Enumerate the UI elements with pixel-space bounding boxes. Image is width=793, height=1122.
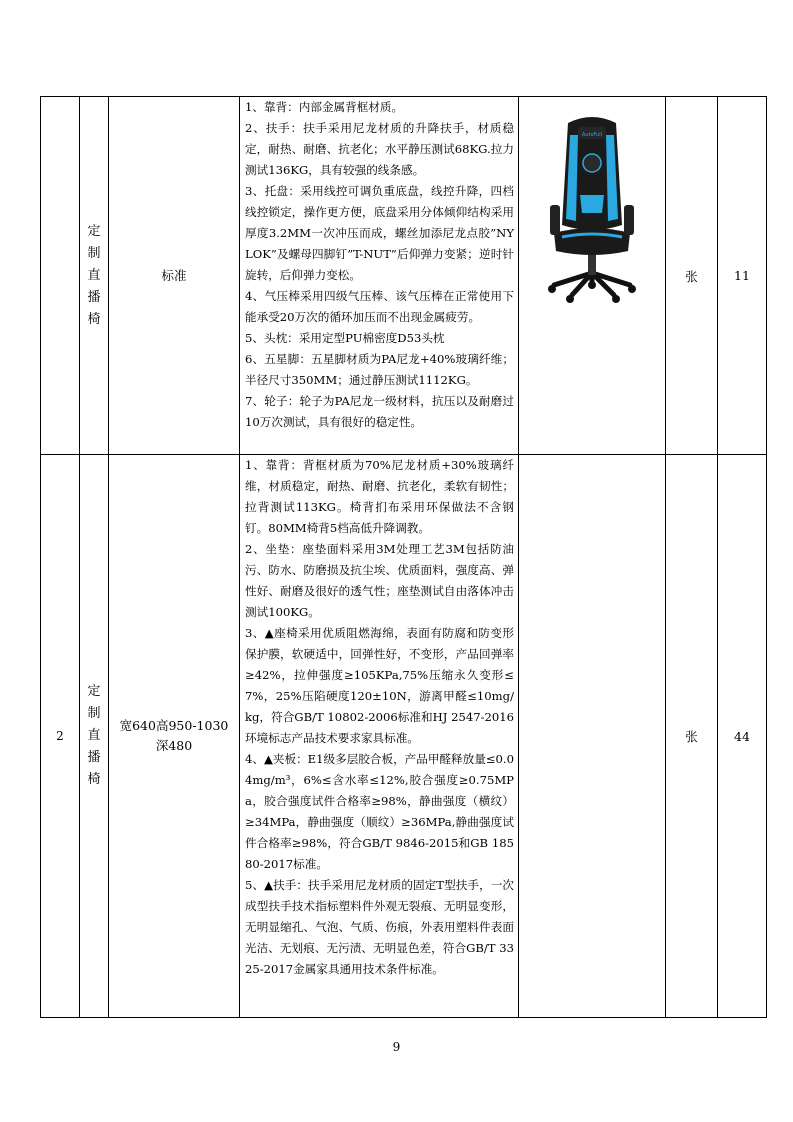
size-line: 深480 bbox=[155, 738, 193, 753]
chair-emblem bbox=[583, 154, 601, 172]
table-row bbox=[41, 97, 767, 455]
spec-item: 2、扶手：扶手采用尼龙材质的升降扶手，材质稳定，耐热、耐磨、抗老化；水平静压测试68KG.拉力测试136KG，具有较强的线条感。 bbox=[245, 121, 514, 177]
spec-item: 1、靠背：背框材质为70%尼龙材质+30%玻璃纤维，材质稳定，耐热、耐磨、抗老化，柔软有韧性；拉背测试113KG。椅背扪布采用环保做法不含钢钉。80MM椅背5档高低升降调教。 bbox=[245, 458, 514, 535]
spec-item: 3、托盘：采用线控可调负重底盘，线控升降，四档线控锁定，操作更方便，底盘采用分体倾仰结构采用厚度3.2MM一次冲压而成，螺丝加添尼龙点胶”NYLOK”及螺母四脚钉”T-NUT”后仰弹力变紧；逆时针旋转，后仰弹力变松。 bbox=[245, 184, 514, 282]
product-name-text: 定制直播椅 bbox=[87, 223, 101, 327]
product-name bbox=[80, 97, 109, 455]
spec-description bbox=[240, 97, 519, 455]
quantity: 44 bbox=[718, 455, 767, 1018]
product-name bbox=[80, 455, 109, 1018]
page-number: 9 bbox=[392, 1040, 401, 1054]
spec-description bbox=[240, 455, 519, 1018]
armrest-left bbox=[550, 205, 560, 235]
size-line: 宽640高950-1030 bbox=[119, 718, 229, 733]
spec-item: 4、气压棒采用四级气压棒、该气压棒在正常使用下能承受20万次的循环加压而不出现金属疲劳。 bbox=[245, 289, 514, 324]
spec-item: 5、▲扶手：扶手采用尼龙材质的固定T型扶手，一次成型扶手技术指标塑料件外观无裂痕、无明显变形，无明显缩孔、气泡、气质、伤痕，外表用塑料件表面光洁、无划痕、无污渍、无明显色差，符合GB/T 3325-2017金属家具通用技术条件标准。 bbox=[245, 878, 514, 976]
chair-seat bbox=[554, 228, 630, 255]
spec-item: 4、▲夹板：E1级多层胶合板，产品甲醛释放量≤0.04mg/m³，6%≤含水率≤12%,胶合强度≥0.75MPa，胶合强度试件合格率≥98%，静曲强度（横纹）≥34MPa，静曲强度（顺纹）≥36MPa,静曲强度试件合格率≥98%，符合GB/T 9846-2015和GB 18580-2017标准。 bbox=[245, 752, 514, 871]
row-number bbox=[41, 97, 80, 455]
spec-item: 7、轮子：轮子为PA尼龙一级材料，抗压以及耐磨过10万次测试，具有很好的稳定性。 bbox=[245, 394, 514, 429]
spec-item: 1、靠背：内部金属背框材质。 bbox=[245, 100, 404, 114]
product-size bbox=[109, 455, 240, 1018]
product-image-cell bbox=[519, 97, 666, 455]
product-size: 标准 bbox=[109, 97, 240, 455]
quantity: 11 bbox=[718, 97, 767, 455]
spec-table bbox=[40, 96, 767, 1018]
gaming-chair-photo bbox=[532, 105, 652, 305]
unit: 张 bbox=[666, 455, 718, 1018]
spec-item: 5、头枕：采用定型PU棉密度D53头枕 bbox=[245, 331, 445, 345]
product-image-cell bbox=[519, 455, 666, 1018]
chair-brand-logo: AutoFull bbox=[581, 132, 603, 138]
spec-item: 6、五星脚：五星脚材质为PA尼龙+40%玻璃纤维；半径尺寸350MM；通过静压测试1112KG。 bbox=[245, 352, 514, 387]
row-number: 2 bbox=[41, 455, 80, 1018]
table-row bbox=[41, 455, 767, 1018]
unit: 张 bbox=[666, 97, 718, 455]
product-name-text: 定制直播椅 bbox=[87, 684, 101, 787]
armrest-right bbox=[624, 205, 634, 235]
spec-item: 2、坐垫：座垫面料采用3M处理工艺3M包括防油污、防水、防磨损及抗尘埃、优质面料，强度高、弹性好、耐磨及很好的透气性；座垫测试自由落体冲击测试100KG。 bbox=[245, 542, 514, 619]
spec-item: 3、▲座椅采用优质阻燃海绵，表面有防腐和防变形保护膜，软硬适中，回弹性好，不变形，产品回弹率≥42%，拉伸强度≥105KPa,75%压缩永久变形≤7%，25%压陷硬度120±10N，游离甲醛≤10mg/kg，符合GB/T 10802-2006标准和HJ 2547-2016环境标志产品技术要求家具标准。 bbox=[245, 626, 514, 745]
